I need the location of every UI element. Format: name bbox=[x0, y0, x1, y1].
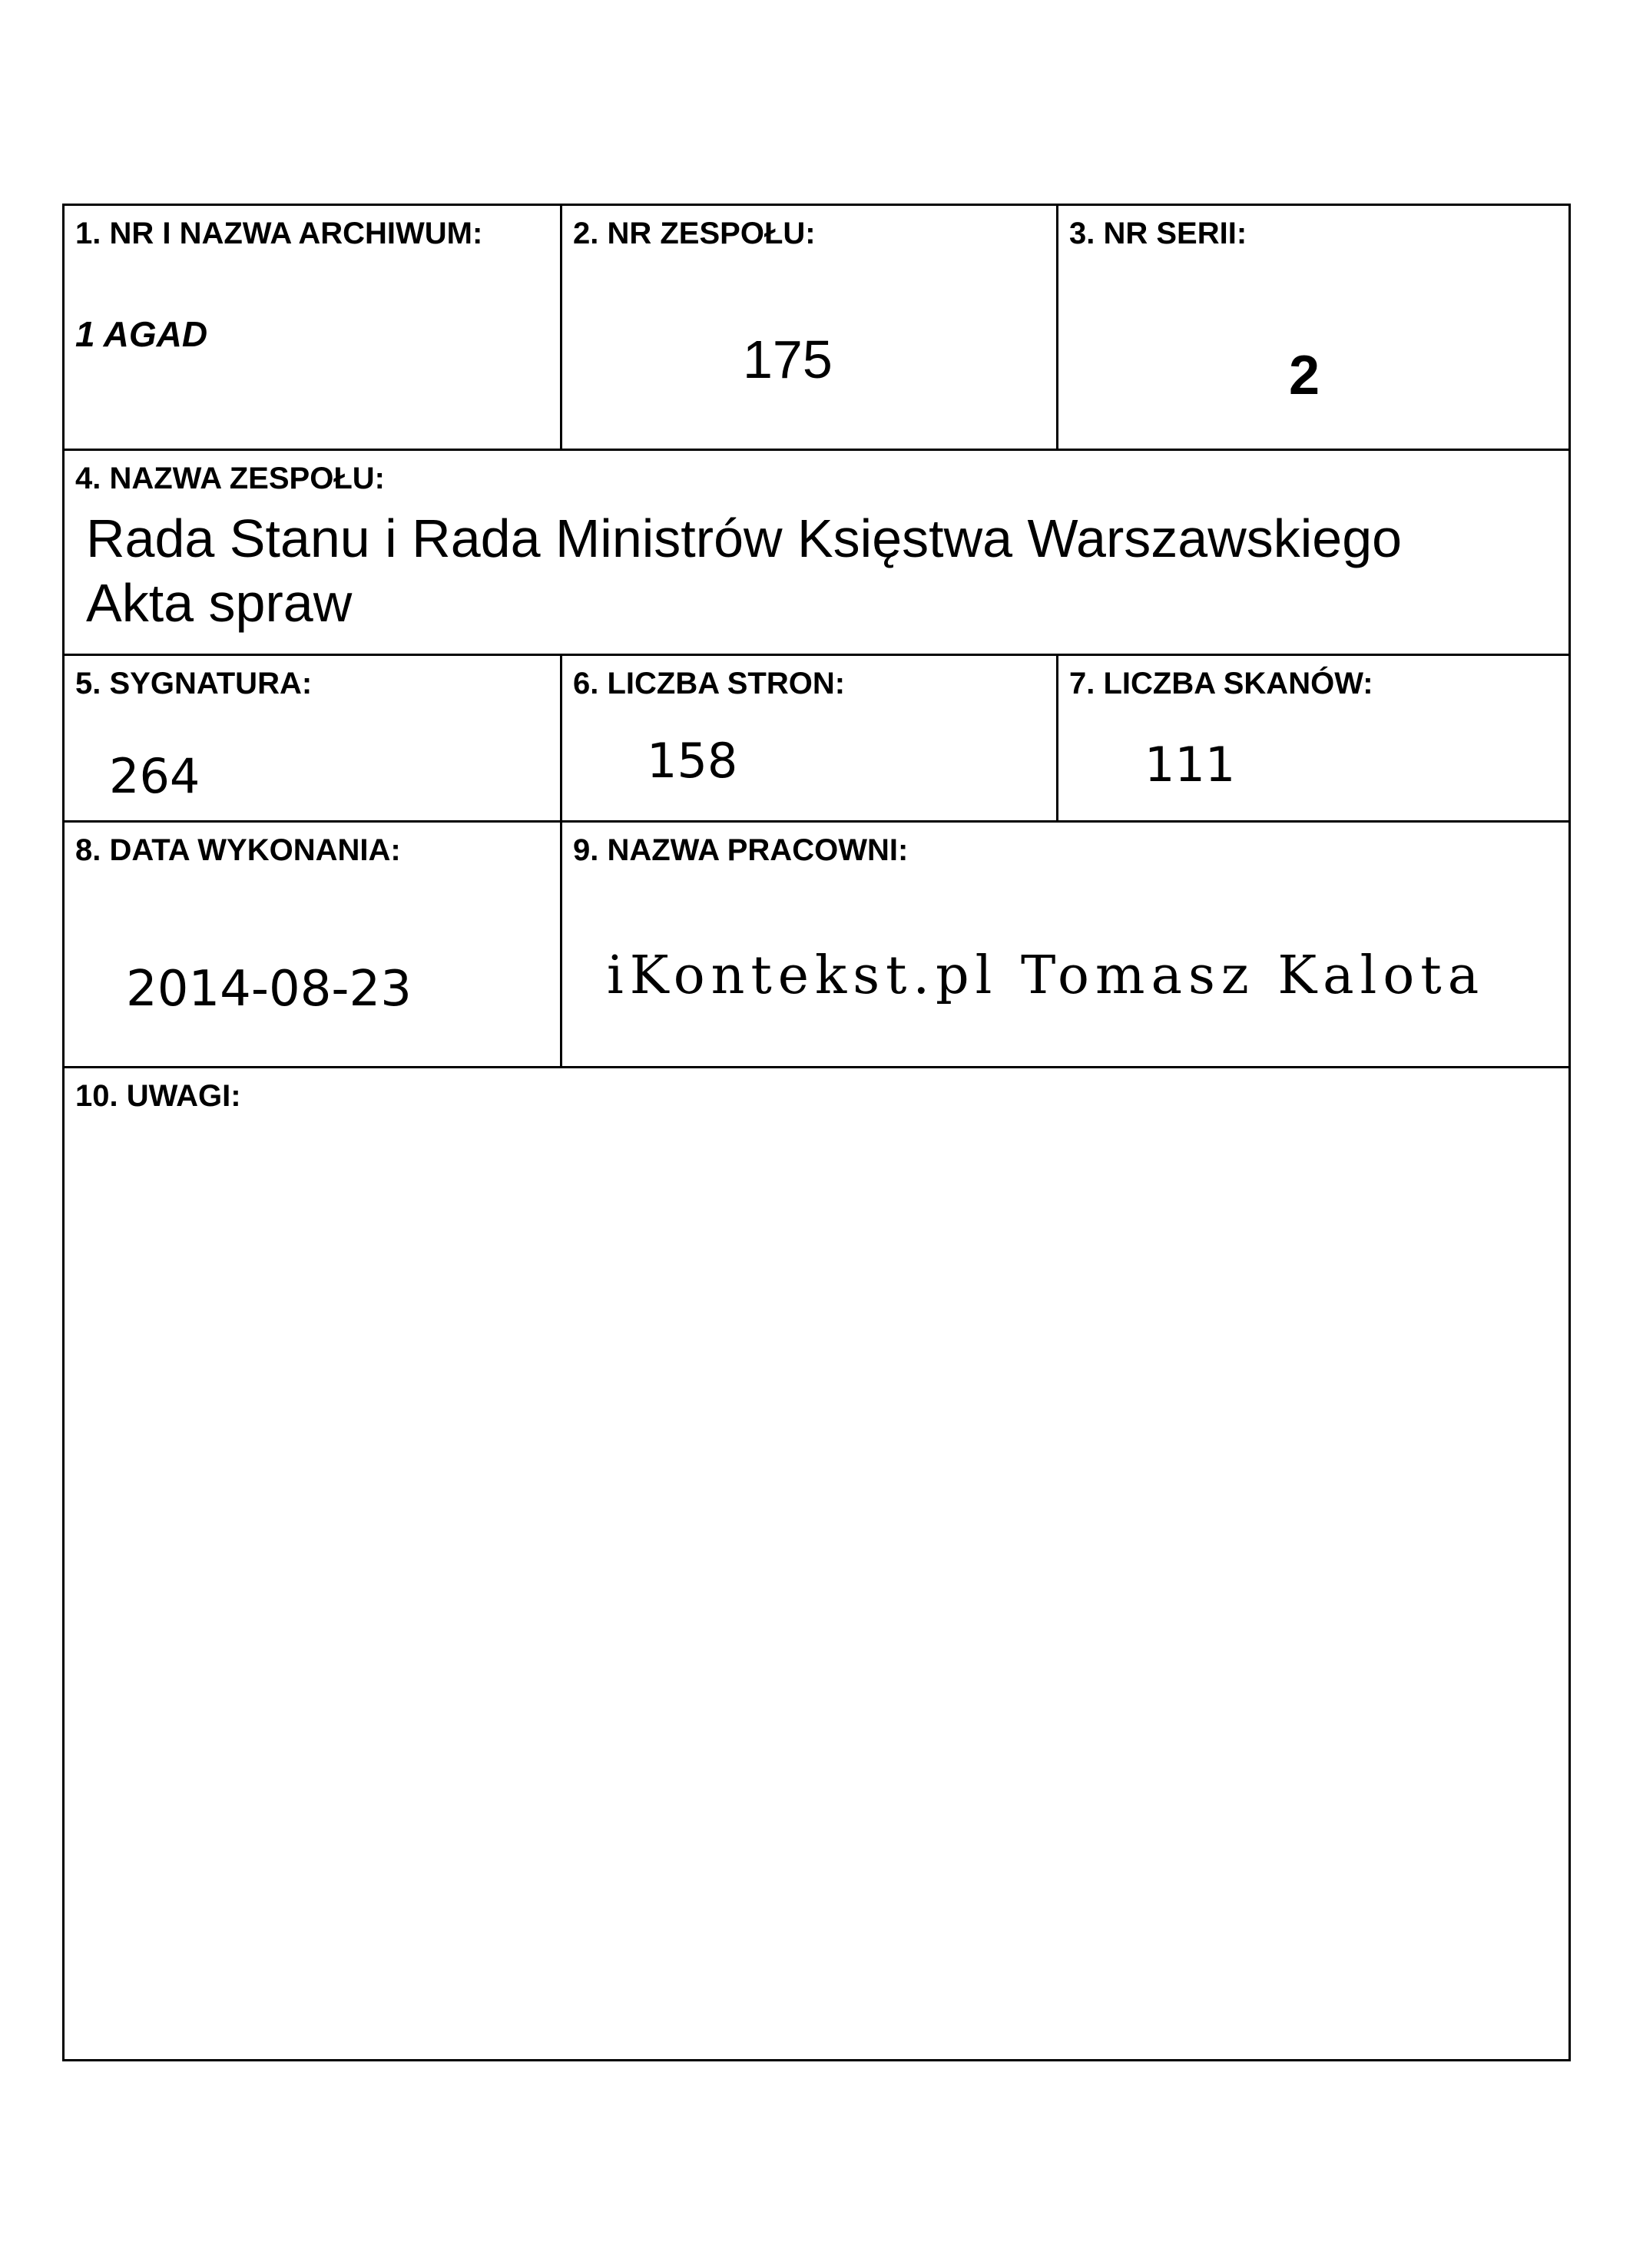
page-count-value: 158 bbox=[647, 733, 738, 789]
fonds-name-value bbox=[86, 506, 1402, 635]
signature-cell bbox=[65, 656, 560, 820]
notes-cell bbox=[65, 1068, 1568, 2059]
signature-value: 264 bbox=[109, 748, 200, 804]
fonds-number-label: 2. NR ZESPOŁU: bbox=[573, 217, 816, 250]
page-count-label: 6. LICZBA STRON: bbox=[573, 667, 846, 700]
page-count-cell bbox=[562, 656, 1056, 820]
series-number-cell bbox=[1058, 206, 1568, 449]
workshop-cell bbox=[562, 823, 1568, 1066]
date-value: 2014-08-23 bbox=[126, 961, 412, 1018]
archive-value: 1 AGAD bbox=[75, 314, 208, 354]
date-cell bbox=[65, 823, 560, 1066]
fonds-number-cell bbox=[562, 206, 1056, 449]
fonds-name-label: 4. NAZWA ZESPOŁU: bbox=[75, 462, 385, 495]
series-number-label: 3. NR SERII: bbox=[1069, 217, 1247, 250]
date-label: 8. DATA WYKONANIA: bbox=[75, 833, 401, 867]
scan-count-cell bbox=[1058, 656, 1568, 820]
fonds-number-value: 175 bbox=[743, 329, 833, 389]
workshop-value: iKontekst.pl Tomasz Kalota bbox=[607, 945, 1486, 1006]
fonds-name-cell bbox=[65, 451, 1568, 654]
signature-label: 5. SYGNATURA: bbox=[75, 667, 313, 700]
archive-form bbox=[62, 204, 1571, 2061]
fonds-name-line1: Rada Stanu i Rada Ministrów Księstwa Warszawskiego bbox=[86, 508, 1403, 568]
notes-label: 10. UWAGI: bbox=[75, 1079, 241, 1113]
scan-count-label: 7. LICZBA SKANÓW: bbox=[1069, 667, 1373, 700]
archive-label: 1. NR I NAZWA ARCHIWUM: bbox=[75, 217, 483, 250]
archive-cell bbox=[65, 206, 560, 449]
fonds-name-line2: Akta spraw bbox=[86, 573, 353, 633]
workshop-label: 9. NAZWA PRACOWNI: bbox=[573, 833, 909, 867]
series-number-value: 2 bbox=[1289, 345, 1320, 406]
scan-count-value: 111 bbox=[1144, 737, 1236, 793]
